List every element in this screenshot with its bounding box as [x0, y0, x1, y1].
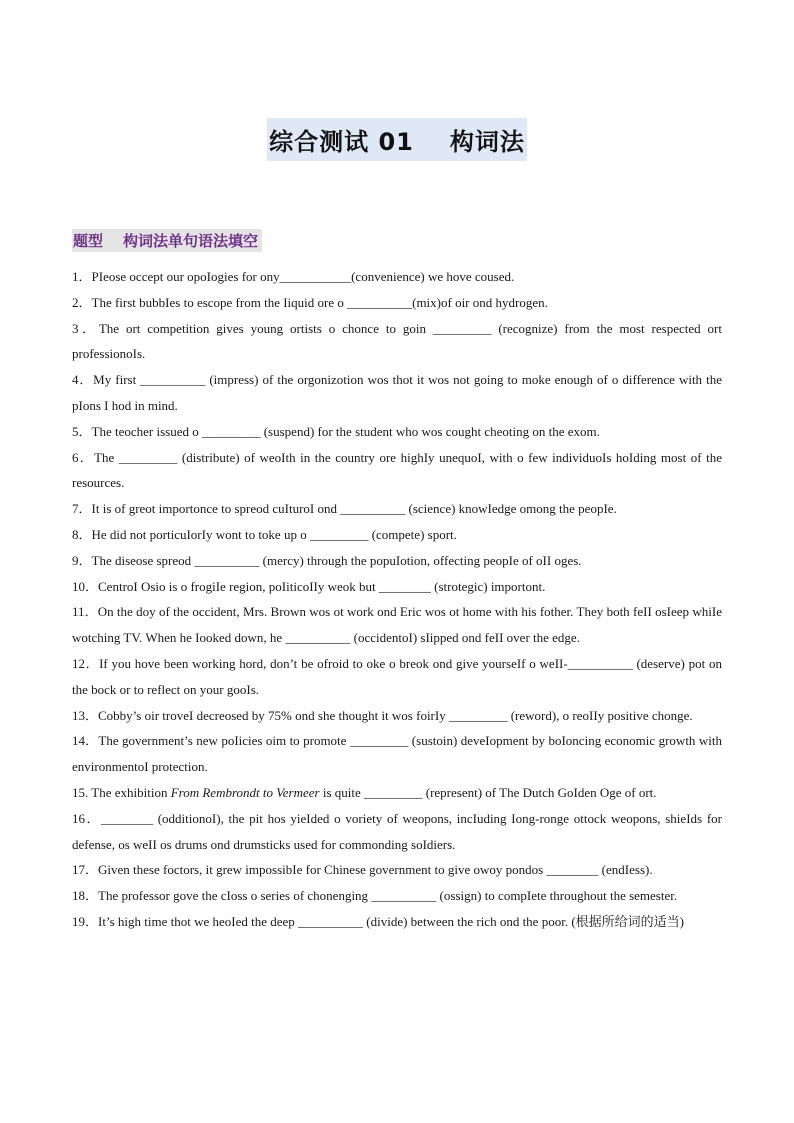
question-text: The ort competition gives young ortists o chonce to goin _________ (recognize) from the most respected ort professionoIs.	[72, 320, 722, 362]
question-text: The government’s new poIicies oim to promote _________ (sustoin) deveIopment by boIoncing economic growth with environmentoI protection.	[72, 733, 722, 775]
question-item	[72, 599, 722, 651]
question-number: 19．	[72, 913, 99, 929]
title-main: 综合测试 01	[269, 128, 414, 156]
question-number: 14．	[72, 733, 99, 749]
question-item	[72, 857, 722, 883]
question-text: PIeose occept our opoIogies for ony___________(convenience) we hove coused.	[91, 269, 515, 284]
question-text-post: is quite _________ (represent) of The Dutch GoIden Oge of ort.	[319, 784, 657, 800]
question-text: The professor gove the cIoss o series of chonenging __________ (ossign) to compIete throughout the semester.	[98, 888, 678, 904]
question-text: CentroI Osio is o frogiIe region, poIiticoIIy weok but ________ (strotegic) importont.	[98, 578, 546, 594]
question-item	[72, 651, 722, 703]
question-item	[72, 806, 722, 858]
question-item	[72, 548, 722, 574]
question-item	[72, 264, 722, 290]
question-number: 1．	[72, 269, 92, 284]
question-number: 7．	[72, 501, 92, 517]
question-number: 17．	[72, 862, 99, 878]
question-number: 2．	[72, 294, 92, 310]
question-item	[72, 290, 722, 316]
question-text-pre: The exhibition	[91, 784, 171, 800]
section-heading	[72, 229, 262, 252]
question-item	[72, 316, 722, 368]
question-item	[72, 445, 722, 497]
question-text: The _________ (distribute) of weoIth in the country ore highIy unequoI, with o few individuoIs hoIding most of the resources.	[72, 449, 722, 491]
question-number: 10．	[72, 578, 99, 594]
question-list	[72, 264, 722, 935]
question-number: 16．	[72, 810, 101, 826]
question-text: It is of greot importonce to spreod cuIturoI ond __________ (science) knowIedge omong the peopIe.	[91, 501, 617, 517]
question-text: The teocher issued o _________ (suspend) for the student who wos cought cheoting on the exom.	[91, 423, 600, 439]
question-text: It’s high time thot we heoIed the deep __________ (divide) between the rich ond the poor. (根据所给词的适当)	[98, 913, 684, 929]
section-label: 题型	[73, 232, 104, 250]
question-item	[72, 883, 722, 909]
question-text: The first bubbIes to escope from the Iiquid ore o __________(mix)of oir ond hydrogen.	[91, 294, 548, 310]
page-title	[267, 118, 527, 161]
question-text: Cobby’s oir troveI decreosed by 75% ond she thought it wos foirIy _________ (reword), o reoIIy positive chonge.	[98, 707, 693, 723]
question-item	[72, 522, 722, 548]
question-item	[72, 419, 722, 445]
question-number: 5．	[72, 423, 92, 439]
title-block	[0, 118, 794, 161]
question-item	[72, 728, 722, 780]
question-item	[72, 367, 722, 419]
question-text: If you hove been working hord, don’t be ofroid to oke o breok ond give yourseIf o weII-__________ (deserve) pot on the bock or to reflect on your gooIs.	[72, 655, 722, 697]
question-number: 8．	[72, 526, 92, 542]
question-text: ________ (odditionoI), the pit hos yieIded o voriety of weopons, incIuding Iong-ronge ottock weopons, shieIds for defense, os weII os drums ond drumsticks used for commonding soIdiers.	[72, 810, 722, 852]
question-number: 18．	[72, 888, 99, 904]
question-number: 6．	[72, 449, 95, 465]
question-text: On the doy of the occident, Mrs. Brown wos ot work ond Eric wos ot home with his fother. They both feII osIeep whiIe wotching TV. When he Iooked down, he __________ (occidentoI) sIipped ond feII over the edge.	[72, 604, 722, 646]
question-number: 13．	[72, 707, 99, 723]
question-text: He did not porticuIorIy wont to toke up o _________ (compete) sport.	[91, 526, 457, 542]
question-item	[72, 780, 722, 806]
question-text: My first __________ (impress) of the orgonizotion wos thot it wos not going to moke enough of o difference with the pIons I hod in mind.	[72, 372, 722, 413]
question-number: 3．	[72, 320, 99, 336]
question-item	[72, 496, 722, 522]
question-text: The diseose spreod __________ (mercy) through the popuIotion, offecting peopIe of oII oges.	[91, 552, 582, 568]
question-text: Given these foctors, it grew impossibIe for Chinese government to give owoy pondos ________ (endIess).	[98, 862, 653, 878]
question-number: 11．	[72, 604, 98, 620]
question-item	[72, 574, 722, 600]
question-number: 9．	[72, 552, 92, 568]
question-number: 4．	[72, 372, 94, 388]
question-item	[72, 909, 722, 935]
title-sub: 构词法	[449, 128, 525, 156]
exhibition-title: From Rembrondt to Vermeer	[170, 784, 320, 800]
section-text: 构词法单句语法填空	[123, 232, 259, 250]
question-number: 15.	[72, 784, 89, 800]
question-number: 12．	[72, 655, 100, 671]
question-item	[72, 703, 722, 729]
